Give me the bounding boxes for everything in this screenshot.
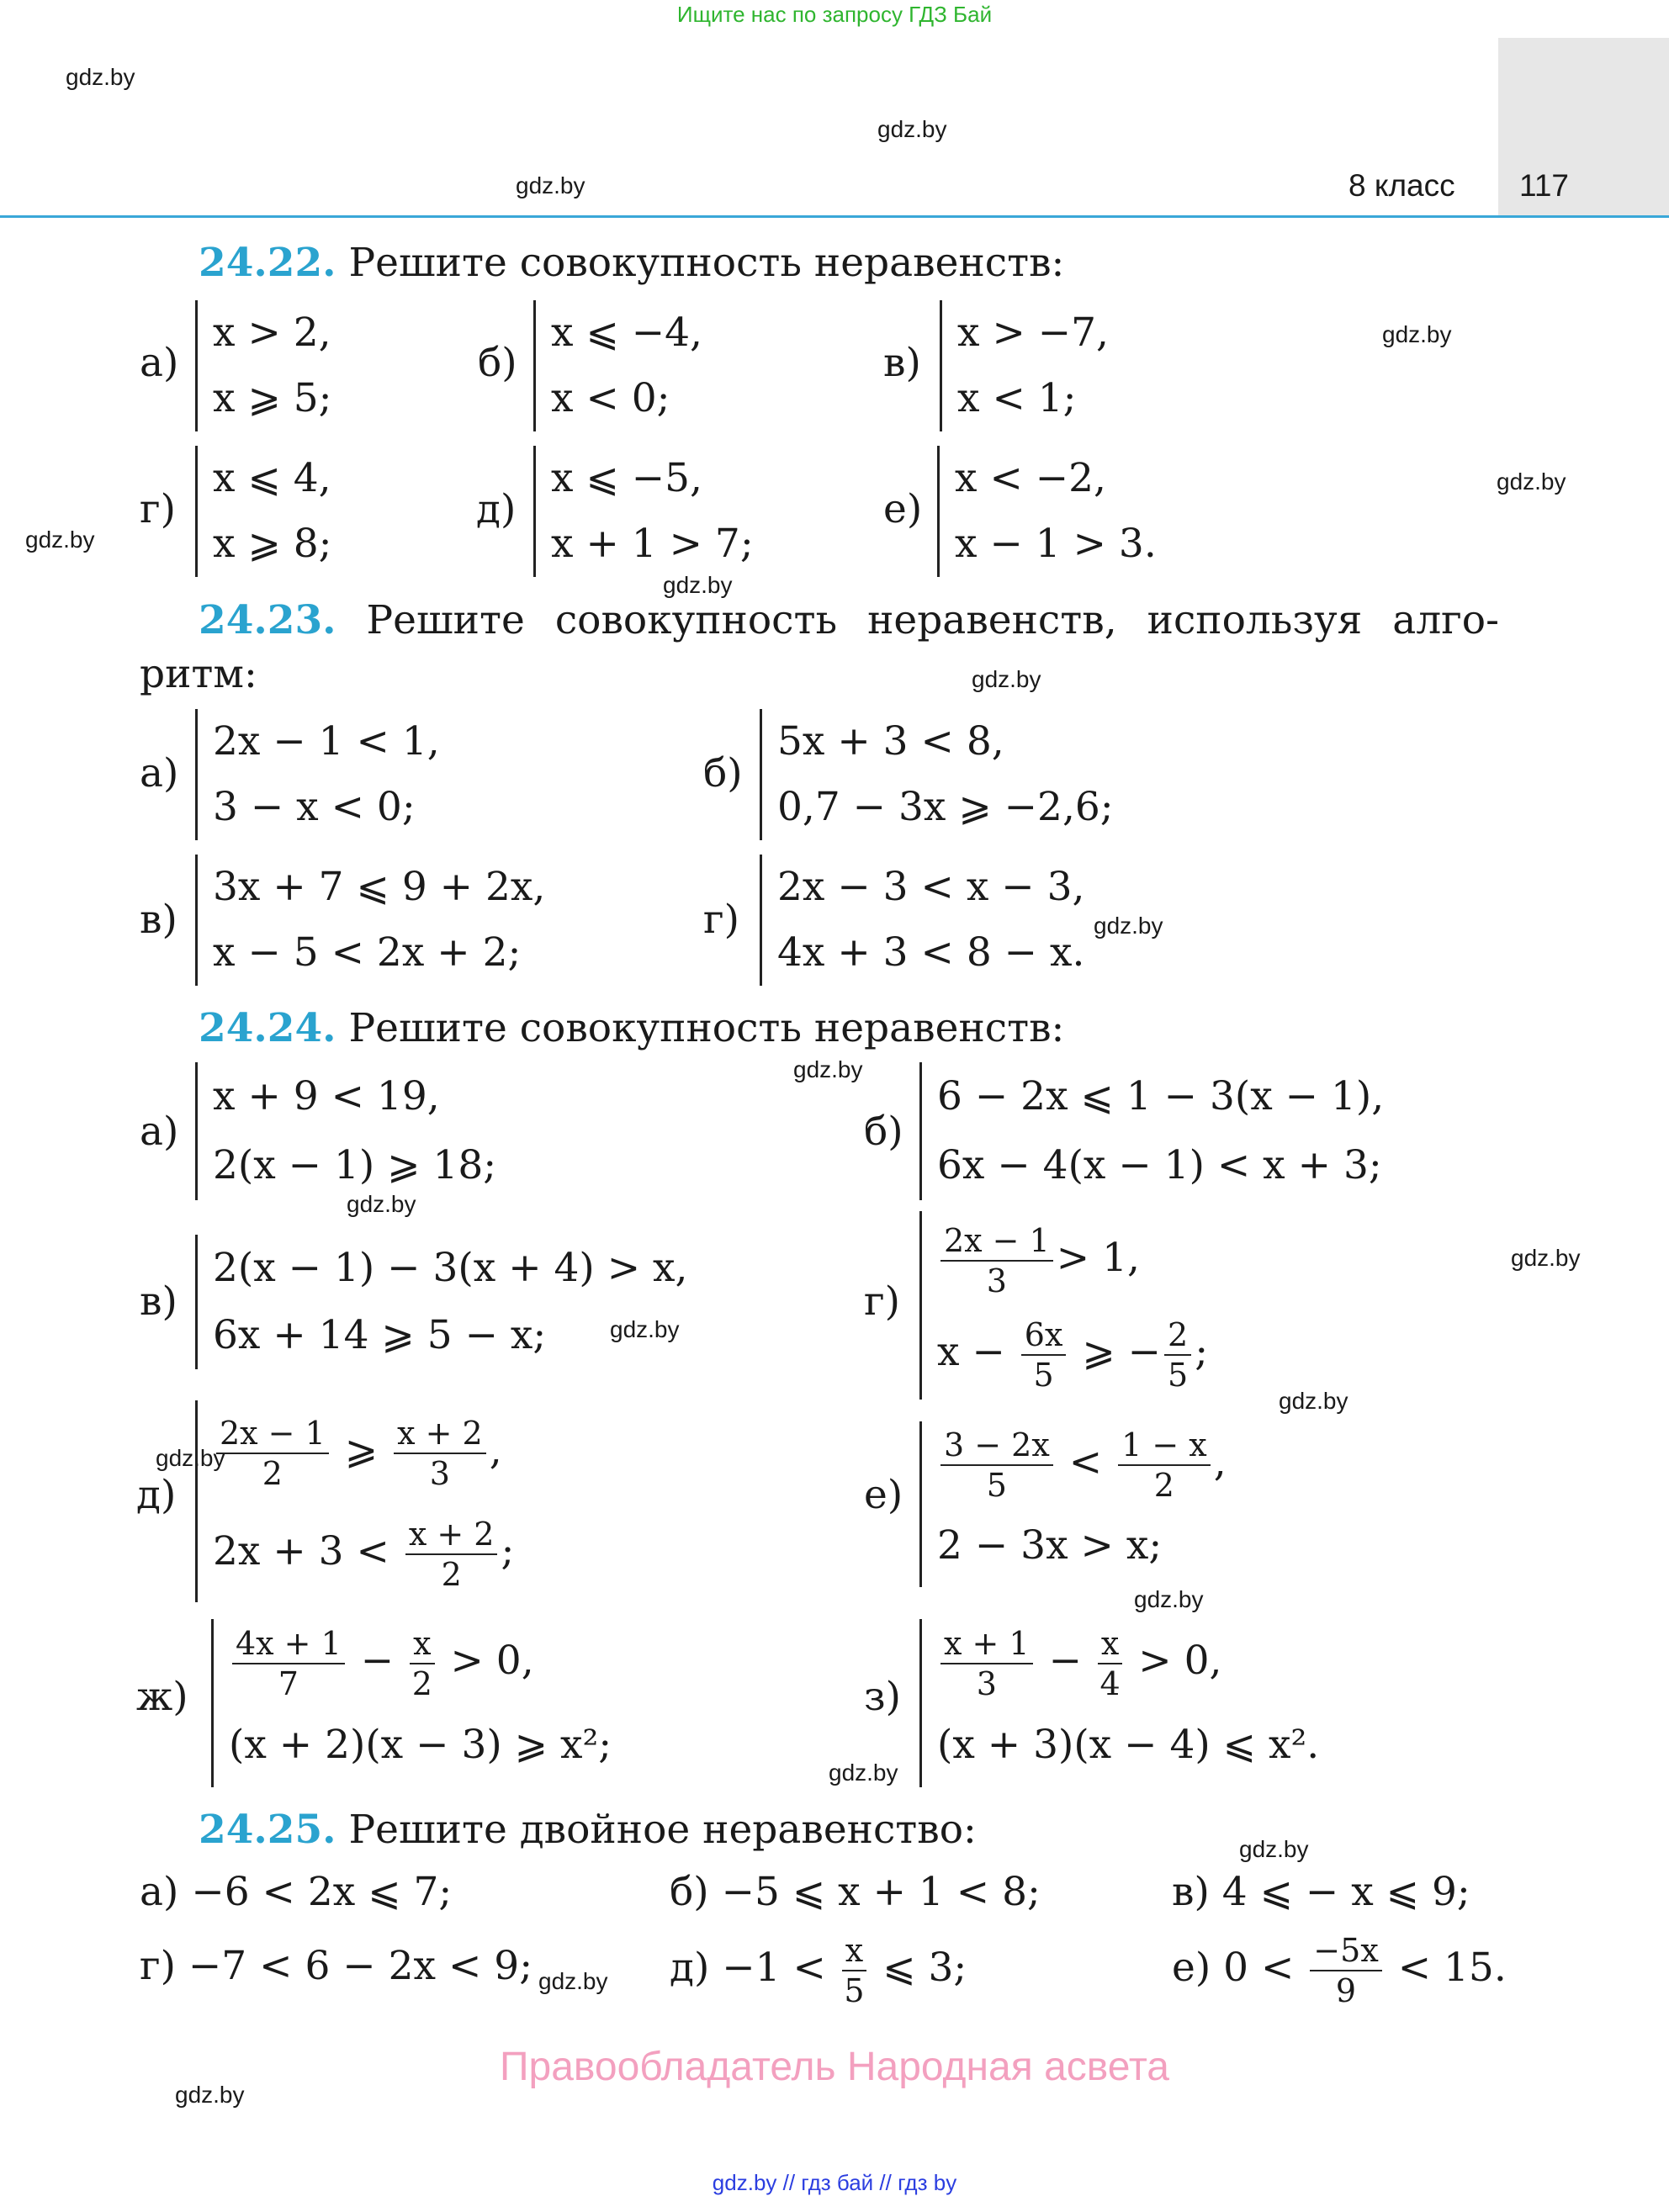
double-inequality bbox=[670, 1869, 1041, 1915]
system-line: 2x − 1 < 1, bbox=[213, 718, 440, 765]
double-inequality: е) 0 < $\frac{-5x}{9}$ < 15. bbox=[1172, 1932, 1507, 2009]
inequality-system bbox=[195, 709, 440, 840]
inequality-system bbox=[919, 1421, 1227, 1587]
exercise-number: 24.22. bbox=[199, 240, 336, 286]
inequality-system bbox=[919, 1211, 1208, 1400]
fraction: $\frac{x}{4}$ bbox=[1098, 1624, 1122, 1703]
system-line: x ⩽ −5, bbox=[551, 455, 702, 501]
watermark: gdz.by bbox=[156, 1445, 225, 1471]
watermark: gdz.by bbox=[66, 64, 135, 90]
fraction: $\frac{x + 2}{3}$ bbox=[394, 1414, 486, 1493]
system-line: x ⩽ 4, bbox=[213, 455, 331, 501]
inequality-system bbox=[533, 446, 754, 577]
inequality-system bbox=[760, 709, 1114, 840]
item-label: г) bbox=[140, 1943, 176, 1989]
item-label: б) bbox=[670, 1869, 709, 1915]
system-line: 3x + 7 ⩽ 9 + 2x, bbox=[213, 864, 546, 910]
page-number: 117 bbox=[1519, 168, 1569, 203]
watermark: gdz.by bbox=[829, 1760, 898, 1786]
system-line: (x + 2)(x − 3) ⩾ x²; bbox=[229, 1722, 612, 1768]
inequality-system bbox=[760, 855, 1084, 986]
item-label: д) bbox=[670, 1945, 710, 1991]
fraction: $\frac{-5x}{9}$ bbox=[1310, 1931, 1381, 2010]
item-label: ж) bbox=[136, 1674, 188, 1720]
exercise-text: Решите совокупность неравенств: bbox=[348, 1005, 1065, 1051]
inequality-system bbox=[195, 1062, 496, 1200]
system-line: x − $\frac{6x}{5}$ ⩾ − $\frac{2}{5}$ ; bbox=[937, 1316, 1209, 1394]
inequality-system bbox=[919, 1619, 1319, 1787]
inequality-expression: −6 < 2x ⩽ 7; bbox=[191, 1869, 453, 1915]
watermark: gdz.by bbox=[516, 172, 585, 198]
exercise-number: 24.24. bbox=[199, 1005, 336, 1051]
fraction: $\frac{x}{2}$ bbox=[410, 1624, 434, 1703]
system-line: x < −2, bbox=[955, 455, 1106, 501]
copyright-notice: Правообладатель Народная асвета bbox=[500, 2045, 1169, 2089]
system-line: $\frac{2x - 1}{2}$ ⩾ $\frac{x + 2}{3}$ , bbox=[213, 1400, 514, 1501]
item-label: з) bbox=[864, 1674, 901, 1720]
watermark: gdz.by bbox=[1382, 321, 1452, 347]
grade-label: 8 класс bbox=[1348, 168, 1455, 203]
system-line: x ⩽ −4, bbox=[551, 310, 702, 356]
system-line: x < 0; bbox=[551, 375, 670, 421]
watermark: gdz.by bbox=[610, 1316, 680, 1342]
inequality-system bbox=[195, 1235, 687, 1369]
watermark: gdz.by bbox=[1497, 468, 1566, 495]
exercise-number: 24.25. bbox=[199, 1807, 336, 1853]
fraction: $\frac{3 - 2x}{5}$ bbox=[940, 1426, 1053, 1505]
item-label: б) bbox=[703, 750, 743, 796]
item-label: г) bbox=[140, 486, 176, 532]
inequality-expression: −7 < 6 − 2x < 9; bbox=[188, 1943, 533, 1989]
system-line: x + 1 > 7; bbox=[551, 521, 754, 567]
header-rule bbox=[0, 215, 1669, 218]
inequality-expression: −5 ⩽ x + 1 < 8; bbox=[721, 1869, 1041, 1915]
inequality-system bbox=[195, 300, 332, 431]
item-label: д) bbox=[476, 486, 517, 532]
fraction: $\frac{x + 2}{2}$ bbox=[405, 1515, 498, 1594]
watermark: gdz.by bbox=[972, 666, 1041, 692]
item-label: а) bbox=[140, 1109, 179, 1155]
top-banner: Ищите нас по запросу ГДЗ Бай bbox=[676, 2, 993, 27]
item-label: а) bbox=[140, 750, 179, 796]
system-line: 6x − 4(x − 1) < x + 3; bbox=[937, 1142, 1382, 1188]
inequality-system bbox=[919, 1062, 1384, 1200]
item-label: в) bbox=[883, 340, 921, 386]
exercise-text-continued: ритм: bbox=[140, 651, 257, 697]
item-label: а) bbox=[140, 1869, 179, 1915]
system-line: $\frac{4x + 1}{7}$ − $\frac{x}{2}$ > 0, bbox=[229, 1619, 612, 1703]
inequality-system bbox=[195, 446, 332, 577]
exercise-24-23-heading bbox=[199, 597, 1499, 643]
item-label: а) bbox=[140, 340, 179, 386]
system-line: x ⩾ 8; bbox=[213, 521, 332, 567]
item-label: б) bbox=[864, 1109, 903, 1155]
inequality-system bbox=[937, 446, 1157, 577]
fraction: $\frac{2}{5}$ bbox=[1164, 1315, 1191, 1394]
item-label: б) bbox=[478, 340, 517, 386]
system-line: 4x + 3 < 8 − x. bbox=[777, 929, 1085, 976]
watermark: gdz.by bbox=[175, 2082, 245, 2108]
watermark: gdz.by bbox=[538, 1968, 608, 1994]
watermark: gdz.by bbox=[1511, 1245, 1581, 1271]
system-line: x ⩾ 5; bbox=[213, 375, 332, 421]
inequality-system bbox=[195, 1400, 514, 1602]
watermark: gdz.by bbox=[1094, 913, 1163, 939]
exercise-number: 24.23. bbox=[199, 597, 336, 643]
system-line: (x + 3)(x − 4) ⩽ x². bbox=[937, 1722, 1320, 1768]
system-line: $\frac{3 - 2x}{5}$ < $\frac{1 - x}{2}$ , bbox=[937, 1421, 1227, 1505]
system-line: x > 2, bbox=[213, 310, 331, 356]
item-label: в) bbox=[140, 1278, 177, 1325]
system-line: 6 − 2x ⩽ 1 − 3(x − 1), bbox=[937, 1073, 1385, 1119]
double-inequality bbox=[140, 1869, 452, 1915]
system-line: 2x + 3 < $\frac{x + 2}{2}$ ; bbox=[213, 1516, 515, 1593]
system-line: 2 − 3x > x; bbox=[937, 1522, 1163, 1569]
system-line: x − 5 < 2x + 2; bbox=[213, 929, 522, 976]
system-line: $\frac{x + 1}{3}$ − $\frac{x}{4}$ > 0, bbox=[937, 1619, 1319, 1703]
watermark: gdz.by bbox=[793, 1056, 863, 1082]
item-label: е) bbox=[864, 1472, 903, 1518]
inequality-system bbox=[195, 855, 545, 986]
fraction: $\frac{6x}{5}$ bbox=[1021, 1315, 1067, 1394]
double-inequality bbox=[1172, 1869, 1470, 1915]
watermark: gdz.by bbox=[877, 116, 947, 142]
watermark: gdz.by bbox=[1134, 1586, 1204, 1612]
inequality-system bbox=[533, 300, 702, 431]
watermark: gdz.by bbox=[1239, 1836, 1309, 1862]
double-inequality bbox=[140, 1943, 532, 1989]
system-line: 3 − x < 0; bbox=[213, 784, 416, 830]
inequality-system bbox=[940, 300, 1109, 431]
exercise-text: Решите совокупность неравенств, используя алго- bbox=[366, 597, 1499, 643]
exercise-text: Решите двойное неравенство: bbox=[348, 1807, 977, 1853]
system-line: 2x − 3 < x − 3, bbox=[777, 864, 1085, 910]
inequality-expression: 4 ⩽ − x ⩽ 9; bbox=[1221, 1869, 1470, 1915]
item-label: г) bbox=[864, 1278, 900, 1325]
system-line: x > −7, bbox=[957, 310, 1109, 356]
fraction: $\frac{2x - 1}{2}$ bbox=[216, 1414, 329, 1493]
footer-links[interactable]: gdz.by // гдз бай // гдз by bbox=[712, 2170, 957, 2195]
exercise-24-24-heading bbox=[199, 1005, 1064, 1051]
item-label: д) bbox=[136, 1472, 177, 1518]
double-inequality: д) −1 < $\frac{x}{5}$ ⩽ 3; bbox=[670, 1932, 967, 2009]
fraction: $\frac{4x + 1}{7}$ bbox=[232, 1624, 345, 1703]
watermark: gdz.by bbox=[663, 572, 733, 598]
fraction: $\frac{x + 1}{3}$ bbox=[940, 1624, 1033, 1703]
watermark: gdz.by bbox=[1279, 1388, 1348, 1414]
system-line: $\frac{2x - 1}{3}$ > 1, bbox=[937, 1211, 1208, 1305]
fraction: $\frac{x}{5}$ bbox=[842, 1931, 866, 2010]
item-label: в) bbox=[1172, 1869, 1210, 1915]
exercise-24-25-heading bbox=[199, 1807, 977, 1853]
system-line: 5x + 3 < 8, bbox=[777, 718, 1004, 765]
inequality-system bbox=[211, 1619, 612, 1787]
system-line: x + 9 < 19, bbox=[213, 1073, 440, 1119]
exercise-text: Решите совокупность неравенств: bbox=[348, 240, 1065, 286]
system-line: x − 1 > 3. bbox=[955, 521, 1157, 567]
system-line: x < 1; bbox=[957, 375, 1077, 421]
system-line: 0,7 − 3x ⩾ −2,6; bbox=[777, 784, 1114, 830]
system-line: 2(x − 1) ⩾ 18; bbox=[213, 1142, 497, 1188]
watermark: gdz.by bbox=[25, 527, 95, 553]
fraction: $\frac{2x - 1}{3}$ bbox=[940, 1221, 1053, 1300]
item-label: в) bbox=[140, 897, 177, 943]
exercise-24-22-heading bbox=[199, 240, 1064, 286]
watermark: gdz.by bbox=[347, 1191, 416, 1217]
item-label: е) bbox=[883, 486, 923, 532]
system-line: 6x + 14 ⩾ 5 − x; bbox=[213, 1312, 547, 1358]
system-line: 2(x − 1) − 3(x + 4) > x, bbox=[213, 1245, 688, 1291]
fraction: $\frac{1 - x}{2}$ bbox=[1118, 1426, 1211, 1505]
item-label: е) bbox=[1172, 1945, 1211, 1991]
item-label: г) bbox=[703, 897, 739, 943]
